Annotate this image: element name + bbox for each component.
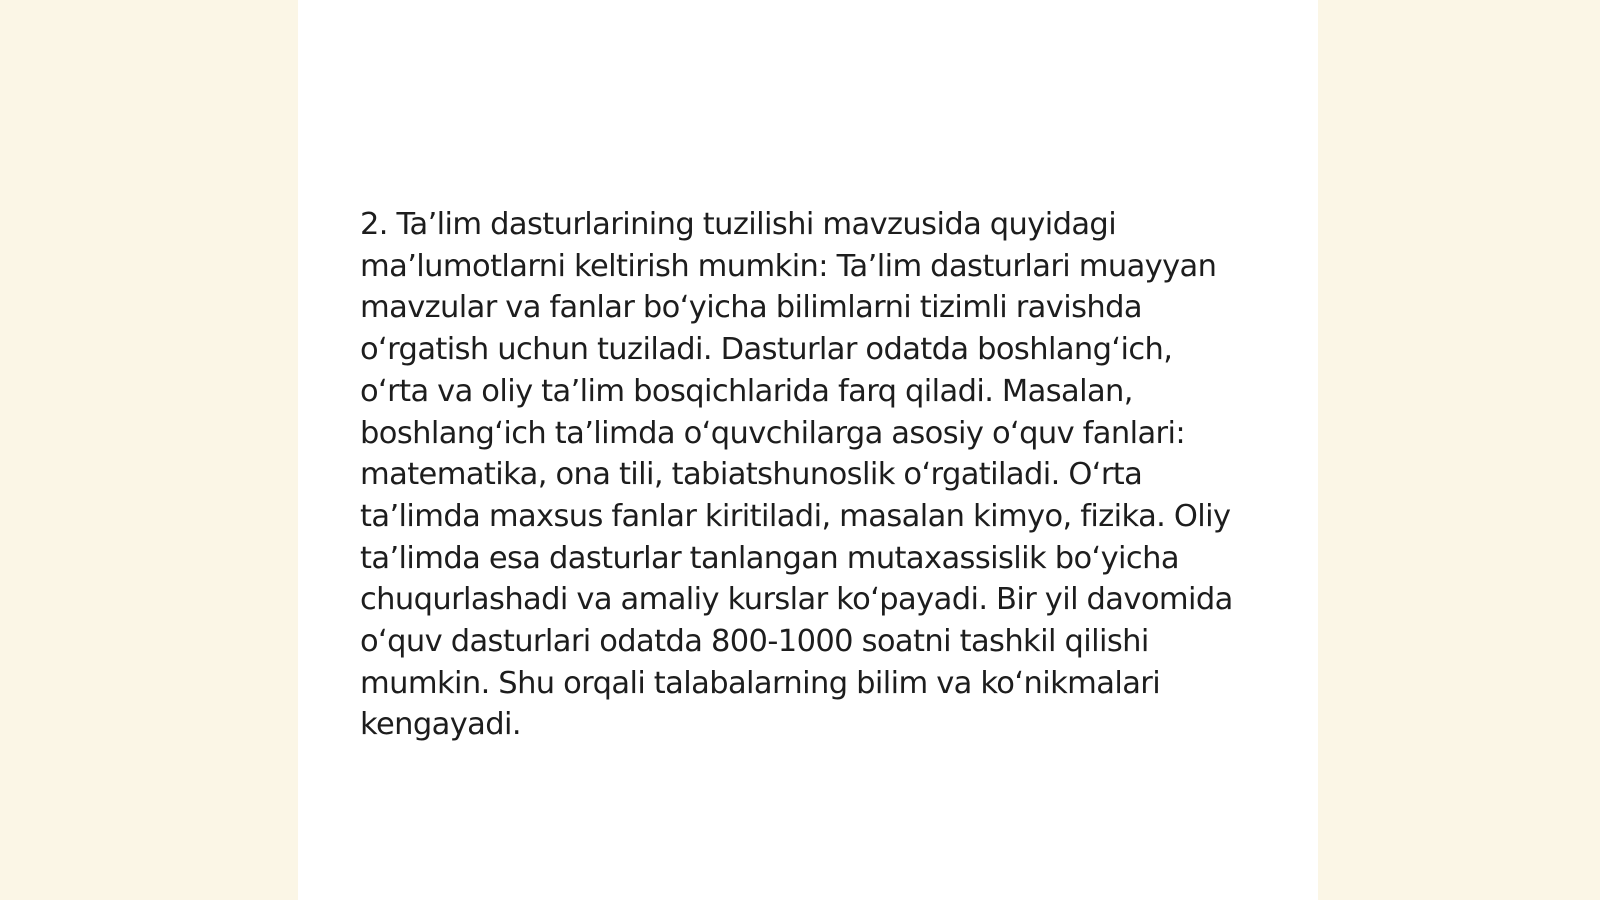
right-margin-area <box>1318 0 1600 900</box>
slide <box>298 0 1318 900</box>
left-margin-area <box>0 0 298 900</box>
slide-body-text: 2. Ta’lim dasturlarining tuzilishi mavzusida quyidagi ma’lumotlarni keltirish mumkin: Ta’lim dasturlari muayyan mavzular va fanlar bo‘yicha bilimlarni tizimli ravishda o‘rgatish uchun tuziladi. Dasturlar odatda boshlang‘ich, o‘rta va oliy ta’lim bosqichlarida farq qiladi. Masalan, boshlang‘ich ta’limda o‘quvchilarga asosiy o‘quv fanlari: matematika, ona tili, tabiatshunoslik o‘rgatiladi. O‘rta ta’limda maxsus fanlar kiritiladi, masalan kimyo, fizika. Oliy ta’limda esa dasturlar tanlangan mutaxassislik bo‘yicha chuqurlashadi va amaliy kurslar ko‘payadi. Bir yil davomida o‘quv dasturlari odatda 800-1000 soatni tashkil qilishi mumkin. Shu orqali talabalarning bilim va ko‘nikmalari kengayadi. <box>360 207 1233 743</box>
